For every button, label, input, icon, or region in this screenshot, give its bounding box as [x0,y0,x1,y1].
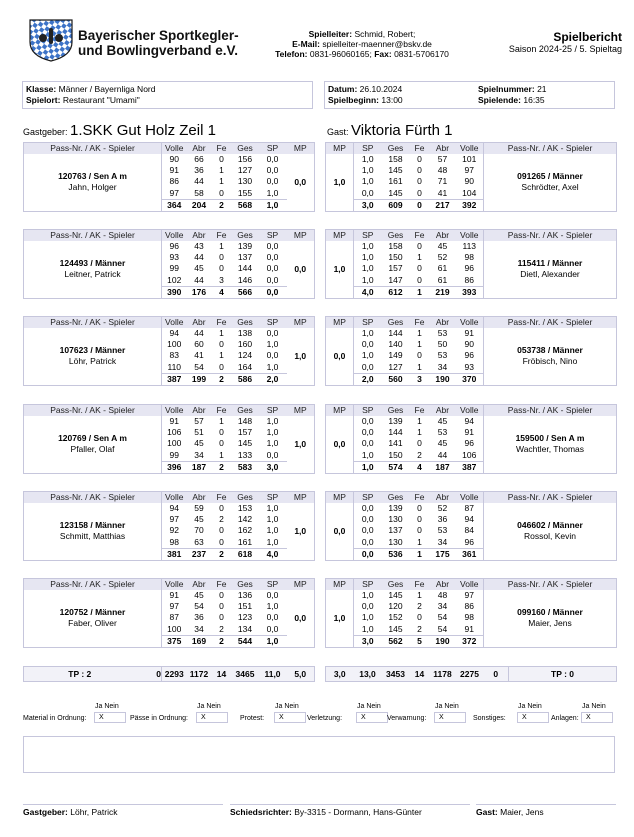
table-row: 97 45 2 142 1,0 [24,514,315,525]
table-row: 1,0 1,0 158 0 45 113 115411 / Männer Dietl, Alexander [326,241,617,252]
table-row: 1,0 147 0 61 86 [326,275,617,287]
home-player: 120763 / Sen A m Jahn, Holger [58,171,127,193]
table-row: 120752 / Männer Faber, Oliver 91 45 0 136 0,0 0,0 [24,590,315,601]
table-row: 0,0 0,0 139 1 45 94 159500 / Sen A m Wachtler, Thomas [326,416,617,427]
away-game-table: MP SP Ges Fe Abr Volle Pass-Nr. / AK - Spieler 0,0 0,0 139 0 52 87 046602 / Männer Rossol, Kevin 0,0 130 0 36 94 0,0 137 0 53 84 0,0 130 1 34 96 0,0 536 1 175 361 [325,491,617,561]
table-row: 1,0 150 1 52 98 [326,252,617,263]
contact-info: Spielleiter: Schmid, Robert; E-Mail: spielleiter-maenner@bskv.de Telefon: 0831-96060165; Fax: 0831-5706170 [275,29,449,59]
away-game-table: MP SP Ges Fe Abr Volle Pass-Nr. / AK - Spieler 1,0 1,0 158 0 57 101 091265 / Männer Schrödter, Axel 1,0 145 0 48 97 1,0 161 0 71 90 0,0 145 0 41 104 3,0 609 0 217 392 [325,142,617,212]
table-row: 86 44 1 130 0,0 [24,176,315,187]
home-mp: 0,0 [294,263,307,274]
table-row: 92 70 0 162 1,0 [24,525,315,536]
info-right: Datum: 26.10.2024 Spielbeginn: 13:00 Spielnummer: 21 Spielende: 16:35 [324,81,615,109]
check-box[interactable]: X [434,712,466,723]
away-mp: 1,0 [333,612,346,623]
check-label: Sonstiges: [473,715,506,722]
away-sum-row: 3,0 609 0 217 392 [326,199,617,211]
away-sum-row: 1,0 574 4 187 387 [326,461,617,473]
table-row: 97 54 0 151 1,0 [24,601,315,612]
check-label: Protest: [240,715,265,722]
table-row: 0,0 141 0 45 96 [326,438,617,449]
table-row: 120769 / Sen A m Pfaller, Olaf 91 57 1 148 1,0 1,0 [24,416,315,427]
table-row: 0,0 127 1 34 93 [326,362,617,374]
away-player: 159500 / Sen A m Wachtler, Thomas [484,416,617,473]
bskv-logo [28,18,74,62]
home-mp: 1,0 [294,350,307,361]
away-mp: 1,0 [333,263,346,274]
table-row: 0,0 120 2 34 86 [326,601,617,612]
home-mp: 0,0 [294,176,307,187]
table-row: 1,0 157 0 61 96 [326,263,617,274]
home-player: 120752 / Männer Faber, Oliver [59,607,126,629]
table-row: 91 36 1 127 0,0 [24,165,315,176]
table-row: 124493 / Männer Leitner, Patrick 96 43 1 139 0,0 0,0 [24,241,315,252]
ja-nein-label: Ja Nein [435,703,459,710]
away-player: 091265 / Männer Schrödter, Axel [484,154,617,211]
away-player: 046602 / Männer Rossol, Kevin [484,503,617,560]
table-row: 1,0 145 2 54 91 [326,624,617,636]
home-sum-row: 390 176 4 566 0,0 [24,286,315,298]
home-sum-row: 396 187 2 583 3,0 [24,461,315,473]
table-row: 0,0 130 0 36 94 [326,514,617,525]
table-row: 1,0 161 0 71 90 [326,176,617,187]
away-sum-row: 0,0 536 1 175 361 [326,548,617,560]
table-row: 99 34 1 133 0,0 [24,450,315,462]
table-row: 107623 / Männer Löhr, Patrick 94 44 1 138 0,0 1,0 [24,328,315,339]
org-name: Bayerischer Sportkegler- und Bowlingverband e.V. [78,28,239,58]
table-row: 1,0 1,0 145 1 48 97 099160 / Männer Maier, Jens [326,590,617,601]
check-box[interactable]: X [274,712,306,723]
table-row: 1,0 149 0 53 96 [326,350,617,361]
home-player: 107623 / Männer Löhr, Patrick [59,345,126,367]
ja-nein-label: Ja Nein [518,703,542,710]
ja-nein-label: Ja Nein [197,703,221,710]
away-mp: 0,0 [333,525,346,536]
home-sum-row: 387 199 2 586 2,0 [24,373,315,385]
table-row: 1,0 145 0 48 97 [326,165,617,176]
ja-nein-label: Ja Nein [582,703,606,710]
away-game-table: MP SP Ges Fe Abr Volle Pass-Nr. / AK - Spieler 1,0 1,0 158 0 45 113 115411 / Männer Dietl, Alexander 1,0 150 1 52 98 1,0 157 0 61 96 1,0 147 0 61 86 4,0 612 1 219 393 [325,229,617,299]
check-box[interactable]: X [356,712,388,723]
table-row: 123158 / Männer Schmitt, Matthias 94 59 0 153 1,0 1,0 [24,503,315,514]
footer-home: Gastgeber: Löhr, Patrick [23,804,223,817]
ja-nein-label: Ja Nein [95,703,119,710]
home-game-table: Pass-Nr. / AK - Spieler Volle Abr Fe Ges SP MP 124493 / Männer Leitner, Patrick 96 43 1 139 0,0 0,0 93 44 0 137 0,0 99 45 0 144 0,0 102 44 3 146 0,0 390 176 4 566 0,0 [23,229,315,299]
table-row: 0,0 140 1 50 90 [326,339,617,350]
ja-nein-label: Ja Nein [275,703,299,710]
check-box[interactable]: X [581,712,613,723]
home-mp: 1,0 [294,525,307,536]
table-row: 0,0 145 0 41 104 [326,188,617,200]
check-box[interactable]: X [517,712,549,723]
table-row: 100 45 0 145 1,0 [24,438,315,449]
col-player: Pass-Nr. / AK - Spieler [24,230,162,242]
home-game-table: Pass-Nr. / AK - Spieler Volle Abr Fe Ges SP MP 120763 / Sen A m Jahn, Holger 90 66 0 156 0,0 0,0 91 36 1 127 0,0 86 44 1 130 0,0 97 58 0 155 1,0 364 204 2 568 1,0 [23,142,315,212]
report-title: Spielbericht Saison 2024-25 / 5. Spieltag [508,30,622,54]
table-row: 0,0 137 0 53 84 [326,525,617,536]
table-row: 120763 / Sen A m Jahn, Holger 90 66 0 156 0,0 0,0 [24,154,315,165]
away-tp: TP : 0 [509,667,617,682]
home-team: Gastgeber: 1.SKK Gut Holz Zeil 1 [23,122,216,139]
check-label: Verwarnung: [387,715,427,722]
footer-away: Gast: Maier, Jens [476,804,616,817]
home-sum-row: 375 169 2 544 1,0 [24,635,315,647]
check-box[interactable]: X [196,712,228,723]
info-left: Klasse: Männer / Bayernliga Nord Spielort: Restaurant "Umami" [22,81,313,109]
table-row: 100 34 2 134 0,0 [24,624,315,636]
away-mp: 0,0 [333,438,346,449]
table-row: 1,0 150 2 44 106 [326,450,617,462]
col-player: Pass-Nr. / AK - Spieler [24,492,162,504]
away-player: 099160 / Männer Maier, Jens [484,590,617,647]
home-totals: TP : 2 0 2293 1172 14 3465 11,0 5,0 [23,666,315,682]
home-sum-row: 364 204 2 568 1,0 [24,199,315,211]
table-row: 102 44 3 146 0,0 [24,275,315,287]
check-box[interactable]: X [94,712,126,723]
footer-referee: Schiedsrichter: By-3315 - Dormann, Hans-Günter [230,804,470,817]
home-game-table: Pass-Nr. / AK - Spieler Volle Abr Fe Ges SP MP 107623 / Männer Löhr, Patrick 94 44 1 138 0,0 1,0 100 60 0 160 1,0 83 41 1 124 0,0 110 54 0 164 1,0 387 199 2 586 2,0 [23,316,315,386]
table-row: 110 54 0 164 1,0 [24,362,315,374]
away-game-table: MP SP Ges Fe Abr Volle Pass-Nr. / AK - Spieler 0,0 0,0 139 1 45 94 159500 / Sen A m Wachtler, Thomas 0,0 144 1 53 91 0,0 141 0 45 96 1,0 150 2 44 106 1,0 574 4 187 387 [325,404,617,474]
home-game-table: Pass-Nr. / AK - Spieler Volle Abr Fe Ges SP MP 123158 / Männer Schmitt, Matthias 94 59 0 153 1,0 1,0 97 45 2 142 1,0 92 70 0 162 1,0 98 63 0 161 1,0 381 237 2 618 4,0 [23,491,315,561]
table-row: 106 51 0 157 1,0 [24,427,315,438]
home-tp: TP : 2 [24,667,136,682]
table-row: 97 58 0 155 1,0 [24,188,315,200]
table-row: 1,0 152 0 54 98 [326,612,617,623]
table-row: 0,0 1,0 144 1 53 91 053738 / Männer Fröbisch, Nino [326,328,617,339]
away-game-table: MP SP Ges Fe Abr Volle Pass-Nr. / AK - Spieler 1,0 1,0 145 1 48 97 099160 / Männer Maier, Jens 0,0 120 2 34 86 1,0 152 0 54 98 1,0 145 2 54 91 3,0 562 5 190 372 [325,578,617,648]
table-row: 99 45 0 144 0,0 [24,263,315,274]
table-row: 93 44 0 137 0,0 [24,252,315,263]
home-player: 123158 / Männer Schmitt, Matthias [59,520,126,542]
table-row: 98 63 0 161 1,0 [24,537,315,549]
away-player: 053738 / Männer Fröbisch, Nino [484,328,617,385]
away-sum-row: 3,0 562 5 190 372 [326,635,617,647]
away-game-table: MP SP Ges Fe Abr Volle Pass-Nr. / AK - Spieler 0,0 1,0 144 1 53 91 053738 / Männer Fröbisch, Nino 0,0 140 1 50 90 1,0 149 0 53 96 0,0 127 1 34 93 2,0 560 3 190 370 [325,316,617,386]
table-row: 100 60 0 160 1,0 [24,339,315,350]
remarks-box [23,736,615,773]
home-game-table: Pass-Nr. / AK - Spieler Volle Abr Fe Ges SP MP 120769 / Sen A m Pfaller, Olaf 91 57 1 148 1,0 1,0 106 51 0 157 1,0 100 45 0 145 1,0 99 34 1 133 0,0 396 187 2 583 3,0 [23,404,315,474]
table-row: 87 36 0 123 0,0 [24,612,315,623]
home-mp: 0,0 [294,612,307,623]
ja-nein-label: Ja Nein [357,703,381,710]
table-row: 0,0 0,0 139 0 52 87 046602 / Männer Rossol, Kevin [326,503,617,514]
check-label: Verletzung: [307,715,343,722]
check-label: Material in Ordnung: [23,715,87,722]
table-row: 83 41 1 124 0,0 [24,350,315,361]
home-player: 124493 / Männer Leitner, Patrick [59,258,126,280]
home-player: 120769 / Sen A m Pfaller, Olaf [58,433,127,455]
table-row: 0,0 144 1 53 91 [326,427,617,438]
table-row: 0,0 130 1 34 96 [326,537,617,549]
col-player: Pass-Nr. / AK - Spieler [24,143,162,155]
away-team: Gast: Viktoria Fürth 1 [327,122,453,139]
check-label: Pässe in Ordnung: [130,715,188,722]
col-player: Pass-Nr. / AK - Spieler [24,405,162,417]
check-label: Anlagen: [551,715,579,722]
table-row: 1,0 1,0 158 0 57 101 091265 / Männer Schrödter, Axel [326,154,617,165]
home-sum-row: 381 237 2 618 4,0 [24,548,315,560]
away-sum-row: 2,0 560 3 190 370 [326,373,617,385]
col-player: Pass-Nr. / AK - Spieler [24,317,162,329]
away-totals: 3,0 13,0 3453 14 1178 2275 0 TP : 0 [325,666,617,682]
away-sum-row: 4,0 612 1 219 393 [326,286,617,298]
col-player: Pass-Nr. / AK - Spieler [24,579,162,591]
home-game-table: Pass-Nr. / AK - Spieler Volle Abr Fe Ges SP MP 120752 / Männer Faber, Oliver 91 45 0 136 0,0 0,0 97 54 0 151 1,0 87 36 0 123 0,0 100 34 2 134 0,0 375 169 2 544 1,0 [23,578,315,648]
home-mp: 1,0 [294,438,307,449]
away-mp: 0,0 [333,350,346,361]
away-mp: 1,0 [333,176,346,187]
away-player: 115411 / Männer Dietl, Alexander [484,241,617,298]
